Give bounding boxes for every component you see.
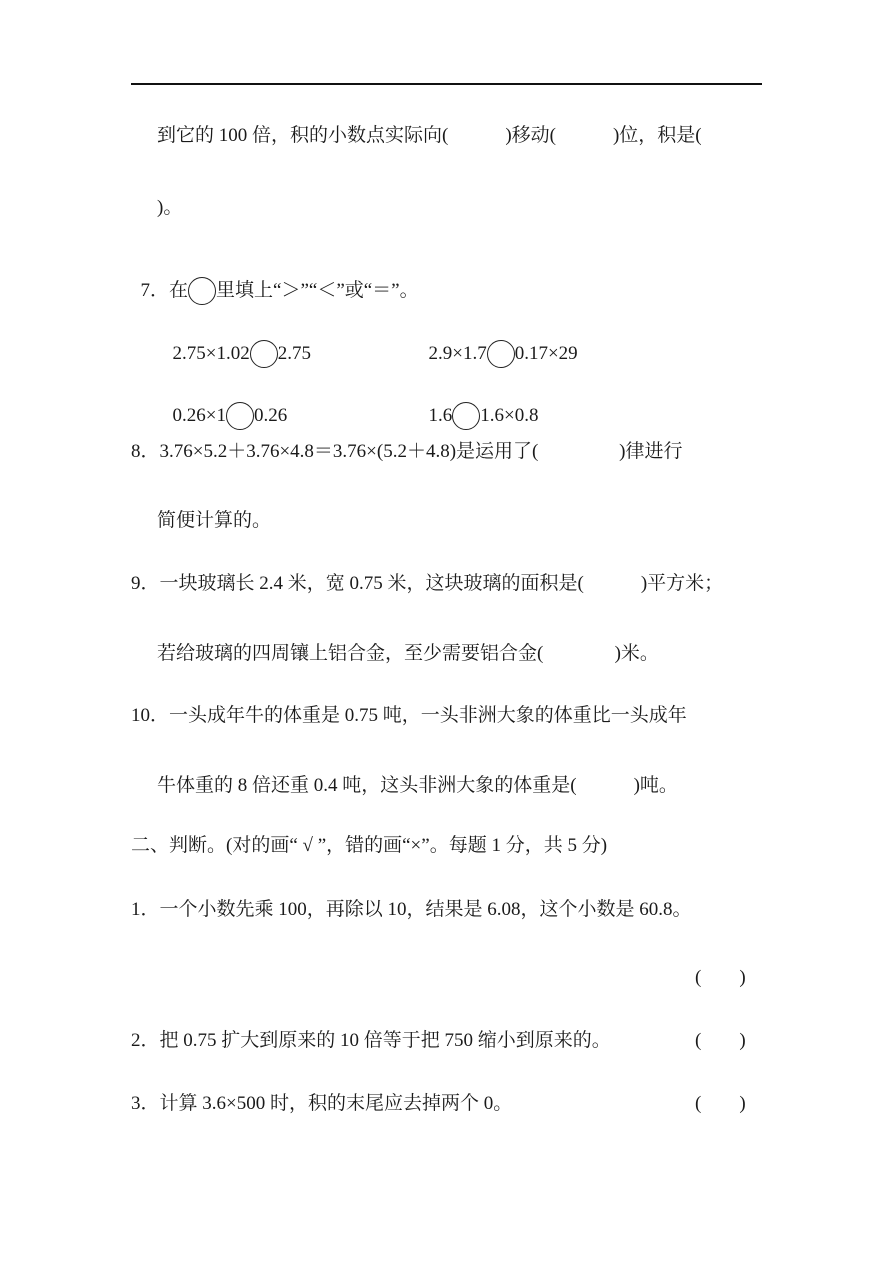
q10-line1: 10．一头成年牛的体重是 0.75 吨，一头非洲大象的体重比一头成年 [131, 705, 687, 726]
q6-line1: 到它的 100 倍，积的小数点实际向( )移动( )位，积是( [157, 125, 702, 146]
compare-circle-icon[interactable] [487, 340, 515, 368]
judge-answer-1[interactable]: ( ) [695, 967, 746, 988]
header-rule [131, 83, 762, 85]
blank-circle-icon [188, 277, 216, 305]
section2-heading: 二、判断。(对的画“ √ ”，错的画“×”。每题 1 分，共 5 分) [131, 835, 608, 856]
q7-item-2-right: 0.17×29 [514, 343, 578, 364]
q7-item-4 [419, 378, 538, 430]
judge-item-2: 2．把 0.75 扩大到原来的 10 倍等于把 750 缩小到原来的。 [131, 1030, 611, 1051]
judge-answer-3[interactable]: ( ) [695, 1093, 746, 1114]
compare-circle-icon[interactable] [452, 402, 480, 430]
q7-item-2 [419, 316, 578, 368]
q8-line1: 8．3.76×5.2＋3.76×4.8＝3.76×(5.2＋4.8)是运用了( )律进行 [131, 441, 683, 462]
q7-suffix: 里填上“＞”“＜”或“＝”。 [216, 280, 419, 301]
q7-item-3-right: 0.26 [253, 405, 288, 426]
q7-item-1-left: 2.75×1.02 [172, 343, 250, 364]
q7-item-2-left: 2.9×1.7 [428, 343, 487, 364]
judge-item-3: 3．计算 3.6×500 时，积的末尾应去掉两个 0。 [131, 1093, 513, 1114]
q9-line1: 9．一块玻璃长 2.4 米，宽 0.75 米，这块玻璃的面积是( )平方米； [131, 573, 724, 594]
q9-line2: 若给玻璃的四周镶上铝合金，至少需要铝合金( )米。 [157, 643, 659, 664]
q10-line2: 牛体重的 8 倍还重 0.4 吨，这头非洲大象的体重是( )吨。 [157, 775, 678, 796]
q7-item-1-right: 2.75 [277, 343, 311, 364]
q6-line2: )。 [157, 197, 183, 218]
q7-item-4-left: 1.6 [428, 405, 453, 426]
judge-answer-2[interactable]: ( ) [695, 1030, 746, 1051]
q7-item-3 [163, 378, 287, 430]
judge-item-1: 1．一个小数先乘 100，再除以 10，结果是 6.08，这个小数是 60.8。 [131, 899, 692, 920]
q7-item-3-left: 0.26×1 [172, 405, 226, 426]
q7-item-4-right: 1.6×0.8 [480, 405, 539, 426]
q7-item-1 [163, 316, 311, 368]
compare-circle-icon[interactable] [226, 402, 254, 430]
q7-prefix: 7．在 [140, 280, 189, 301]
q8-line2: 简便计算的。 [157, 510, 272, 531]
compare-circle-icon[interactable] [250, 340, 278, 368]
q7-instruction [131, 253, 419, 305]
